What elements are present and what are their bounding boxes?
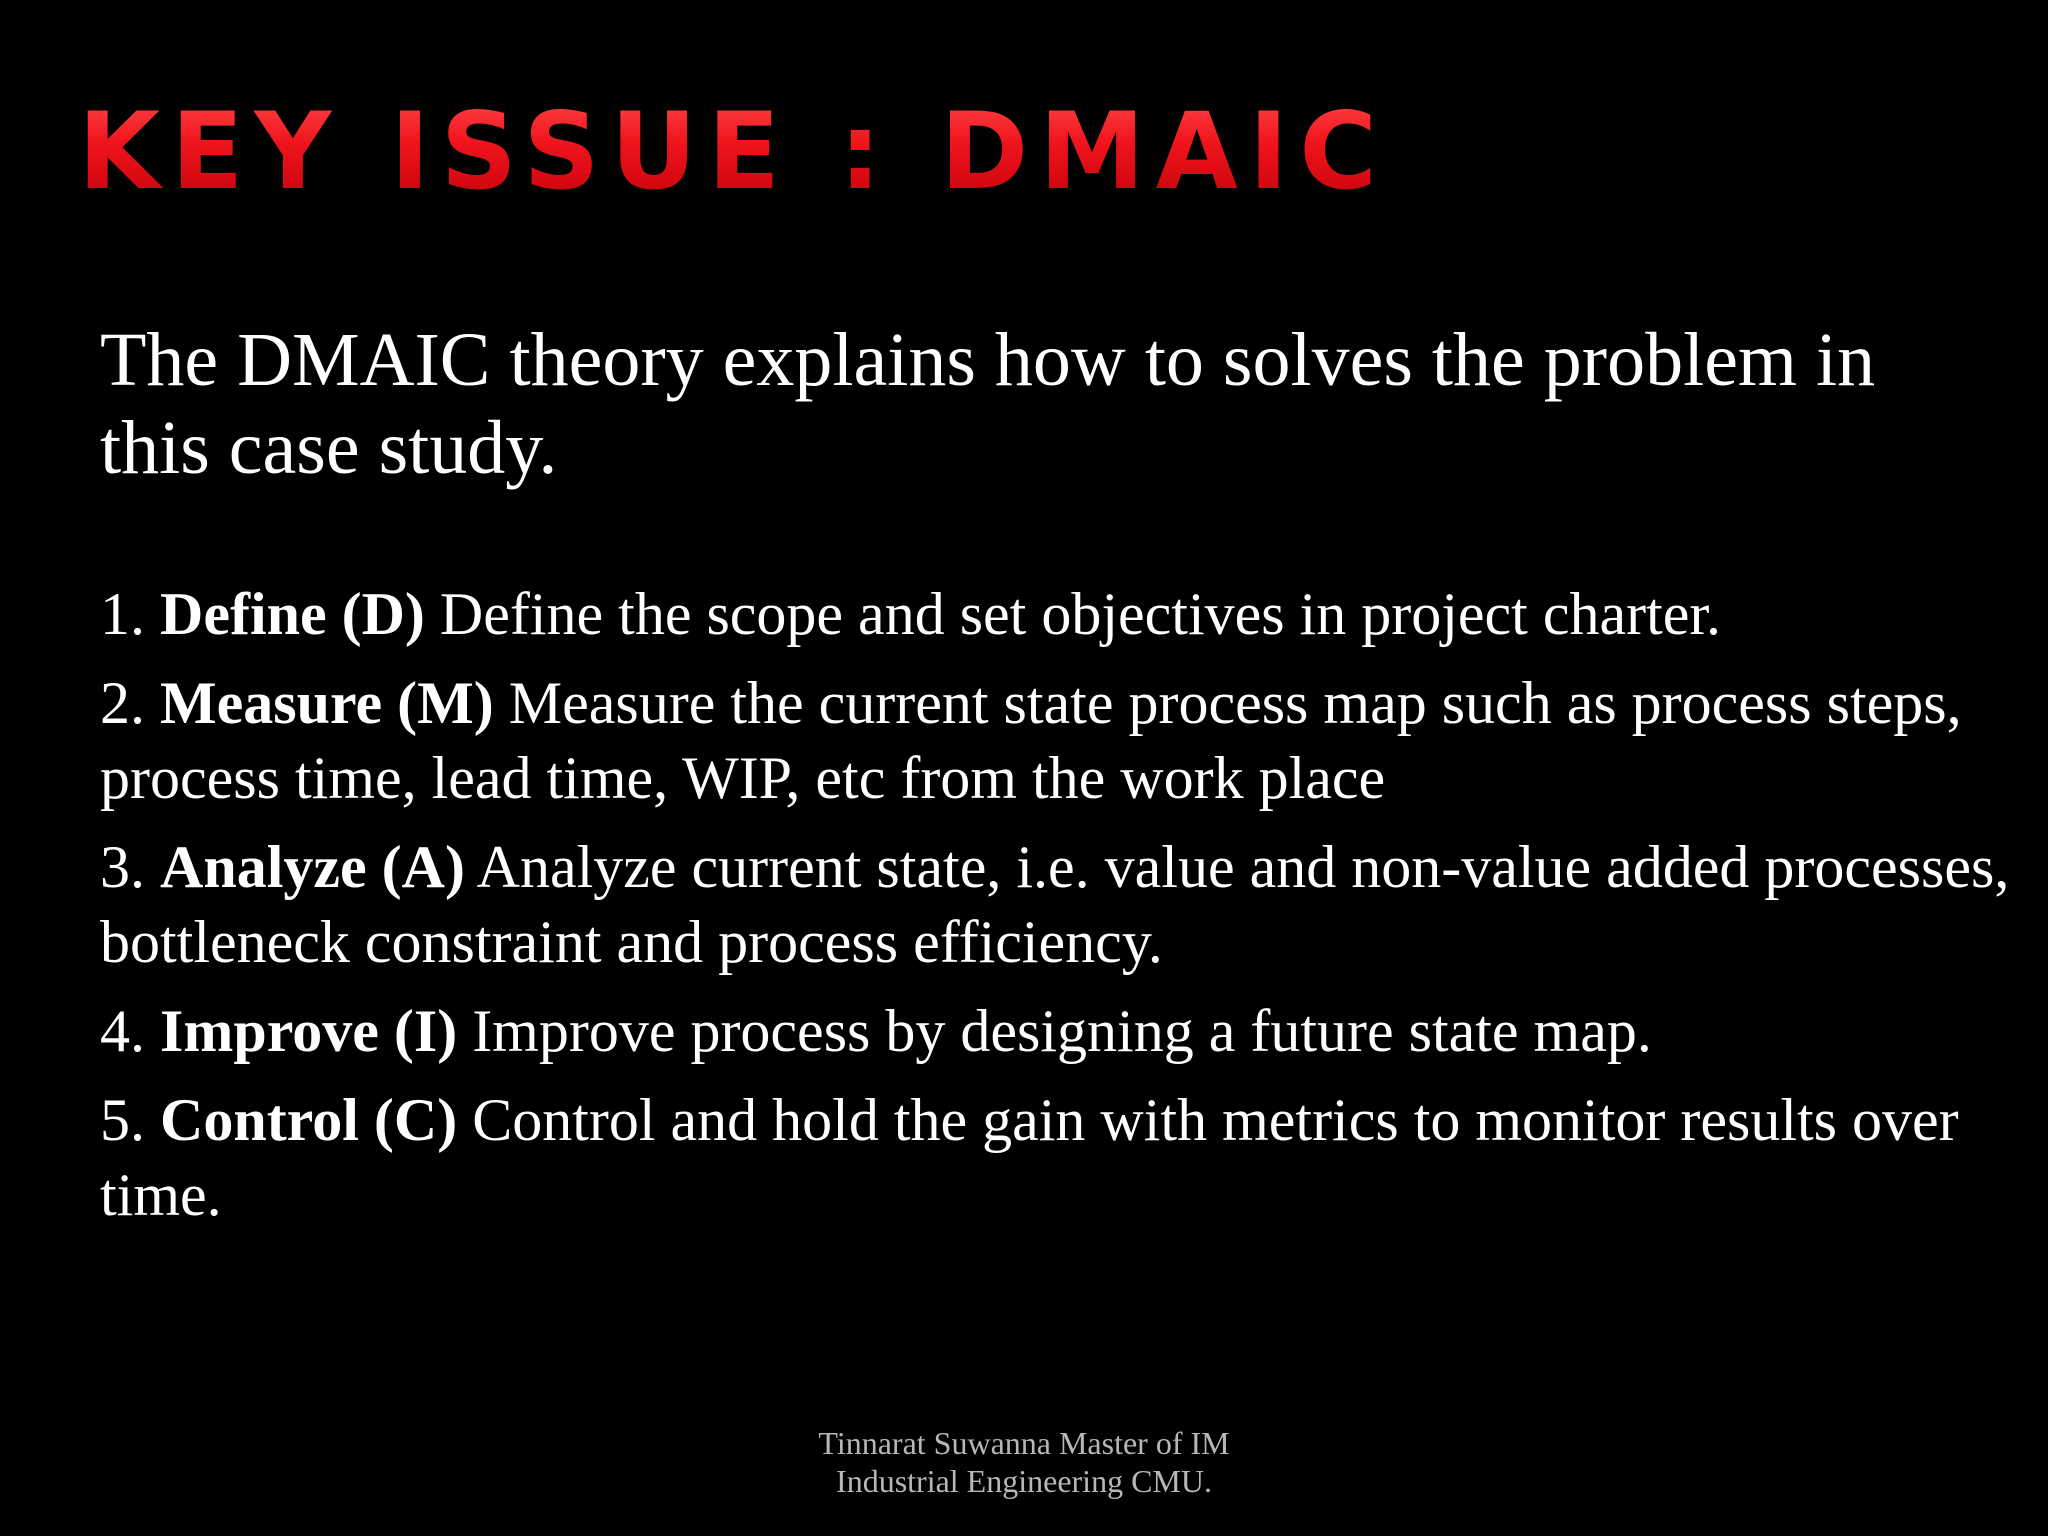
step-number: 1. bbox=[100, 581, 145, 647]
step-name: Control (C) bbox=[160, 1087, 458, 1153]
step-control bbox=[100, 1083, 2020, 1233]
step-name: Define (D) bbox=[160, 581, 425, 647]
step-description: Measure the current state process map such as process steps, process time, lead time, WIP, etc from the work place bbox=[100, 670, 1962, 811]
step-number: 3. bbox=[100, 834, 145, 900]
step-description: Define the scope and set objectives in project charter. bbox=[439, 581, 1722, 647]
dmaic-steps-list bbox=[100, 577, 2020, 1247]
step-number: 5. bbox=[100, 1087, 145, 1153]
step-improve bbox=[100, 994, 2020, 1069]
intro-paragraph: The DMAIC theory explains how to solves the problem in this case study. bbox=[100, 318, 1876, 490]
step-number: 4. bbox=[100, 998, 145, 1064]
step-name: Analyze (A) bbox=[160, 834, 465, 900]
step-description: Improve process by designing a future state map. bbox=[472, 998, 1652, 1064]
step-name: Measure (M) bbox=[160, 670, 494, 736]
step-description: Analyze current state, i.e. value and non-value added processes, bottleneck constraint and process efficiency. bbox=[100, 834, 2010, 975]
step-define bbox=[100, 577, 2020, 652]
step-number: 2. bbox=[100, 670, 145, 736]
footer-author: Tinnarat Suwanna Master of IM bbox=[818, 1425, 1230, 1461]
step-description: Control and hold the gain with metrics to monitor results over time. bbox=[100, 1087, 1959, 1228]
step-analyze bbox=[100, 830, 2020, 980]
step-name: Improve (I) bbox=[160, 998, 458, 1064]
slide-footer bbox=[0, 1424, 2048, 1500]
footer-institution: Industrial Engineering CMU. bbox=[836, 1463, 1212, 1499]
slide-title: KEY ISSUE : DMAIC bbox=[78, 90, 1388, 213]
step-measure bbox=[100, 666, 2020, 816]
